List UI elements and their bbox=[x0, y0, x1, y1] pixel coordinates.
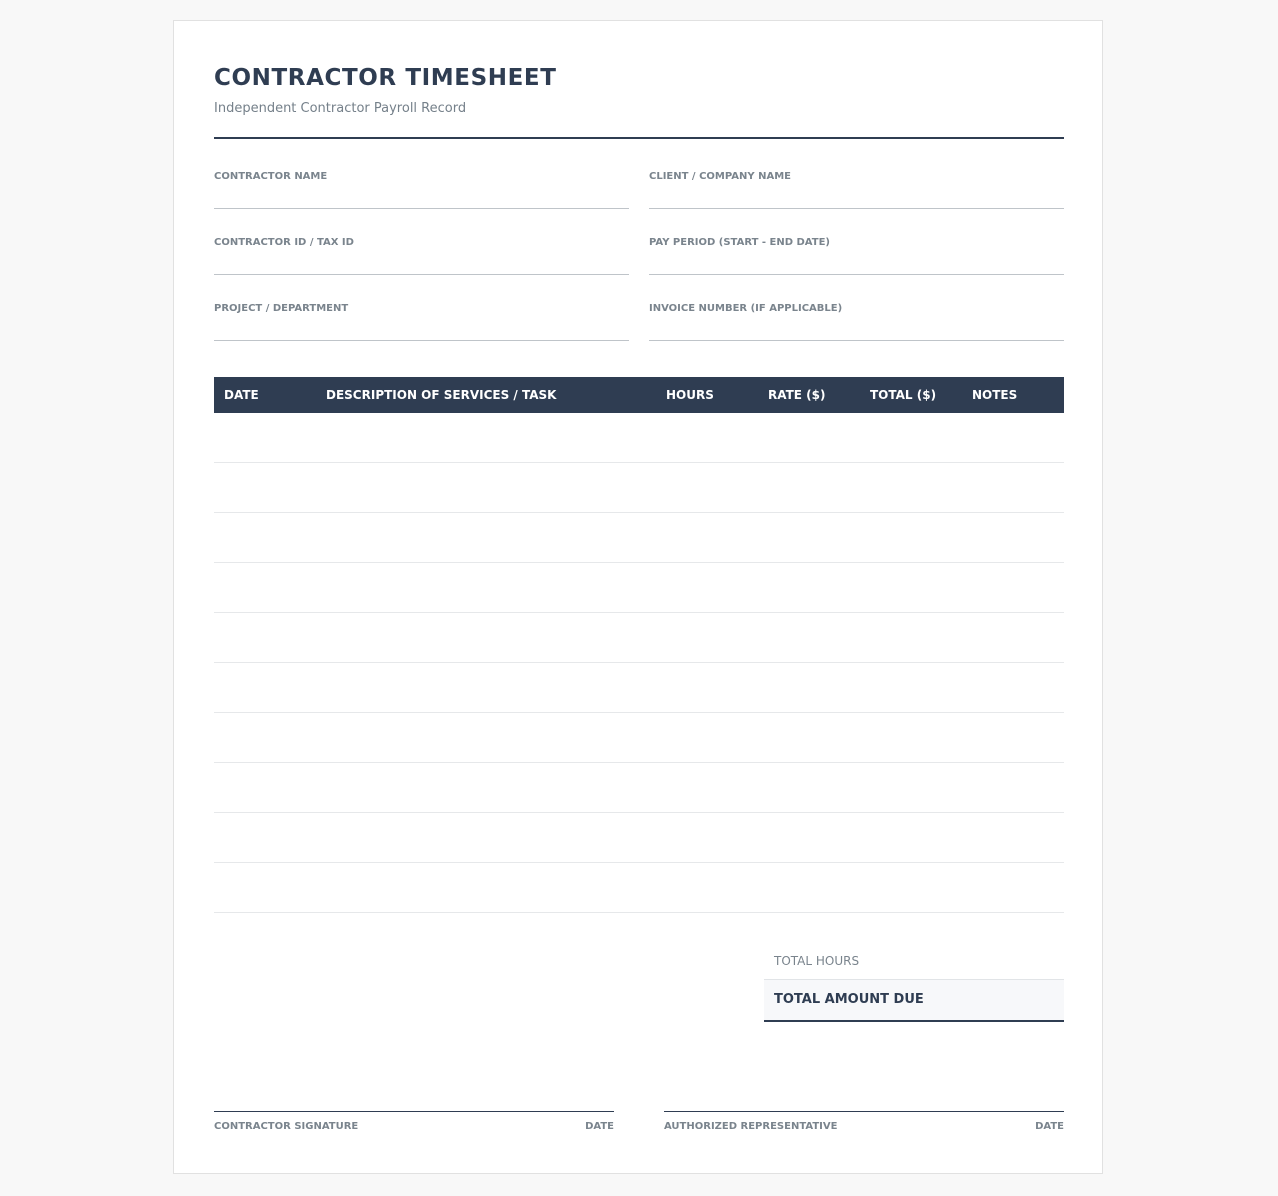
column-header-rate: RATE ($) bbox=[768, 388, 826, 402]
pay-period-label: PAY PERIOD (START - END DATE) bbox=[649, 237, 830, 248]
table-row[interactable] bbox=[214, 513, 1064, 563]
invoice-number-field[interactable] bbox=[649, 303, 1064, 363]
contractor-name-label: CONTRACTOR NAME bbox=[214, 171, 328, 182]
contractor-name-field[interactable] bbox=[214, 171, 629, 231]
contractor-id-line[interactable] bbox=[214, 274, 629, 275]
contractor-signature-block[interactable] bbox=[214, 1111, 614, 1141]
total-hours-row[interactable] bbox=[764, 943, 1064, 980]
client-company-field[interactable] bbox=[649, 171, 1064, 231]
contractor-id-field[interactable] bbox=[214, 237, 629, 297]
project-label: PROJECT / DEPARTMENT bbox=[214, 303, 349, 314]
client-company-label: CLIENT / COMPANY NAME bbox=[649, 171, 791, 182]
pay-period-field[interactable] bbox=[649, 237, 1064, 297]
authorized-signature-line[interactable] bbox=[664, 1111, 1064, 1112]
title-divider bbox=[214, 137, 1064, 139]
project-field[interactable] bbox=[214, 303, 629, 363]
contractor-signature-label: CONTRACTOR SIGNATURE bbox=[214, 1121, 359, 1132]
table-row[interactable] bbox=[214, 713, 1064, 763]
table-row[interactable] bbox=[214, 663, 1064, 713]
page-subtitle: Independent Contractor Payroll Record bbox=[214, 101, 467, 116]
table-row[interactable] bbox=[214, 613, 1064, 663]
table-row[interactable] bbox=[214, 563, 1064, 613]
table-row[interactable] bbox=[214, 863, 1064, 913]
timesheet-page bbox=[173, 20, 1103, 1174]
contractor-name-line[interactable] bbox=[214, 208, 629, 209]
project-line[interactable] bbox=[214, 340, 629, 341]
table-row[interactable] bbox=[214, 763, 1064, 813]
column-header-description: DESCRIPTION OF SERVICES / TASK bbox=[326, 388, 557, 402]
total-due-row[interactable] bbox=[764, 980, 1064, 1022]
pay-period-line[interactable] bbox=[649, 274, 1064, 275]
invoice-number-label: INVOICE NUMBER (IF APPLICABLE) bbox=[649, 303, 843, 314]
table-row[interactable] bbox=[214, 463, 1064, 513]
column-header-notes: NOTES bbox=[972, 388, 1018, 402]
table-row[interactable] bbox=[214, 413, 1064, 463]
contractor-date-label: DATE bbox=[585, 1121, 614, 1132]
column-header-hours: HOURS bbox=[666, 388, 714, 402]
invoice-number-line[interactable] bbox=[649, 340, 1064, 341]
authorized-signature-label: AUTHORIZED REPRESENTATIVE bbox=[664, 1121, 838, 1132]
total-hours-label: TOTAL HOURS bbox=[774, 954, 860, 968]
table-header bbox=[214, 377, 1064, 413]
contractor-id-label: CONTRACTOR ID / TAX ID bbox=[214, 237, 354, 248]
page-title: CONTRACTOR TIMESHEET bbox=[214, 65, 557, 91]
column-header-total: TOTAL ($) bbox=[870, 388, 937, 402]
table-row[interactable] bbox=[214, 813, 1064, 863]
total-due-label: TOTAL AMOUNT DUE bbox=[774, 992, 924, 1007]
column-header-date: DATE bbox=[224, 388, 259, 402]
authorized-date-label: DATE bbox=[1035, 1121, 1064, 1132]
contractor-signature-line[interactable] bbox=[214, 1111, 614, 1112]
client-company-line[interactable] bbox=[649, 208, 1064, 209]
authorized-signature-block[interactable] bbox=[664, 1111, 1064, 1141]
